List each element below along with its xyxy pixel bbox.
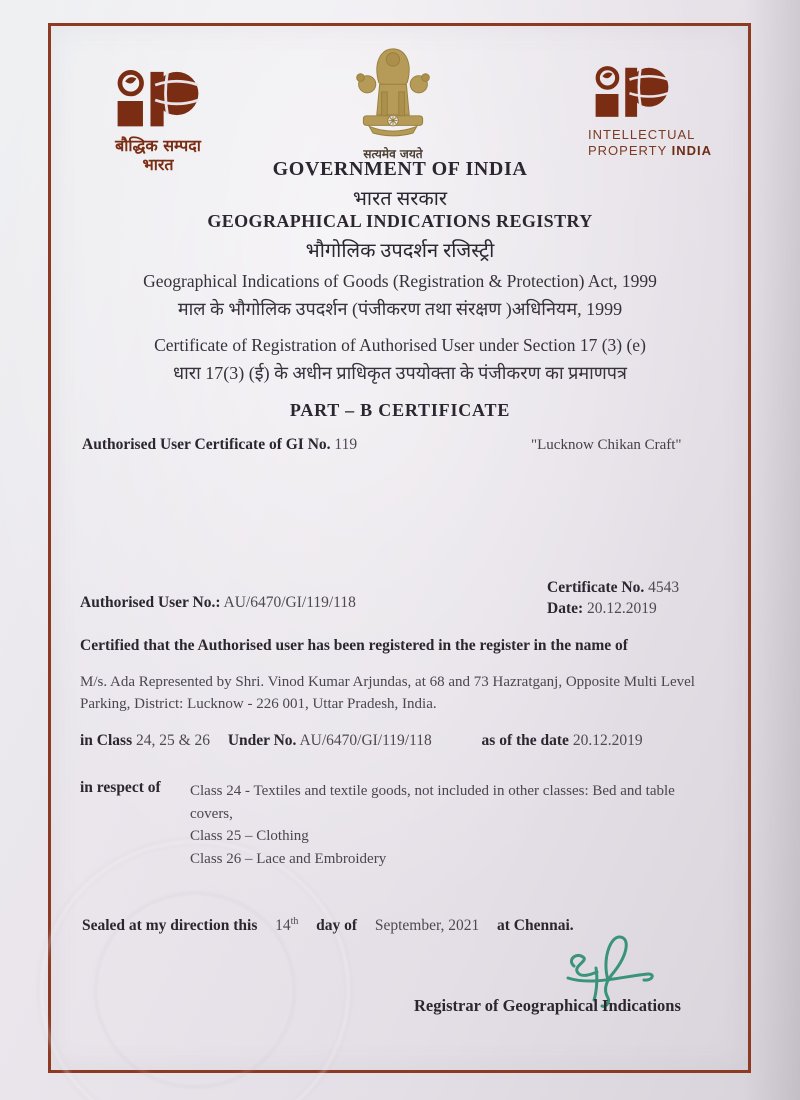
national-emblem — [348, 42, 438, 162]
certificate-date-row — [547, 598, 679, 619]
sealed-day-of-label: day of — [316, 917, 358, 935]
sealed-day: 14th — [275, 916, 299, 935]
class-25-line: Class 25 – Clothing — [190, 828, 309, 844]
section-line: Certificate of Registration of Authorised User under Section 17 (3) (e) — [154, 335, 646, 355]
holder-details: M/s. Ada Represented by Shri. Vinod Kumar Arjundas, at 68 and 73 Hazratganj, Opposite Multi Level Parking, District: Lucknow - 226 001, Uttar Pradesh, India. — [80, 674, 695, 712]
in-class-value: 24, 25 & 26 — [136, 732, 211, 749]
in-respect-of-classes — [190, 780, 710, 870]
act-title-hindi: माल के भौगोलिक उपदर्शन (पंजीकरण तथा संरक्षण )अधिनियम, 1999 — [177, 299, 623, 319]
ip-india-right-text-line2: PROPERTY INDIA — [588, 143, 713, 158]
certificate-number-row — [547, 577, 679, 598]
as-of-date-label: as of the date — [481, 732, 569, 749]
sealed-place: at Chennai. — [497, 917, 574, 935]
act-title: Geographical Indications of Goods (Registration & Protection) Act, 1999 — [143, 271, 657, 291]
certificate-number-block — [547, 577, 679, 619]
in-respect-of-label: in respect of — [80, 779, 161, 796]
ip-india-logo-icon — [108, 70, 208, 132]
class-24-line: Class 24 - Textiles and textile goods, not included in other classes: Bed and table covers, — [190, 783, 675, 822]
ip-india-left-text-line1: बौद्धिक सम्पदा — [115, 136, 201, 155]
authorised-user-number-value: AU/6470/GI/119/118 — [223, 594, 356, 611]
title-gi-registry: GEOGRAPHICAL INDICATIONS REGISTRY — [207, 211, 593, 231]
in-class-label: in Class — [80, 732, 133, 749]
certified-statement: Certified that the Authorised user has been registered in the register in the name of — [80, 637, 628, 654]
lion-capital-icon — [350, 42, 436, 138]
ip-india-logo-right — [588, 66, 728, 159]
sealed-prefix: Sealed at my direction this — [82, 917, 258, 935]
gi-number-value: 119 — [334, 436, 358, 453]
title-gi-registry-hindi: भौगोलिक उपदर्शन रजिस्ट्री — [305, 240, 495, 262]
certificate-number-label: Certificate No. — [547, 579, 645, 596]
sealed-statement — [82, 916, 574, 935]
ip-india-right-text-line1: INTELLECTUAL — [588, 127, 696, 142]
part-b-certificate-title: PART – B CERTIFICATE — [289, 400, 511, 420]
ip-india-left-text-line2: भारत — [142, 155, 174, 174]
authorised-user-number-label: Authorised User No.: — [80, 594, 221, 611]
ip-india-logo-icon — [588, 66, 676, 122]
emblem-motto: सत्यमेव जयते — [363, 147, 423, 161]
gi-name: "Lucknow Chikan Craft" — [531, 437, 682, 453]
gi-number-label: Authorised User Certificate of GI No. — [82, 436, 331, 453]
gi-number-row — [82, 436, 357, 454]
authorised-user-number-row — [80, 594, 356, 612]
title-government-of-india-hindi: भारत सरकार — [352, 188, 448, 210]
section-line-hindi: धारा 17(3) (ई) के अधीन प्राधिकृत उपयोक्ता के पंजीकरण का प्रमाणपत्र — [173, 363, 627, 383]
under-no-value: AU/6470/GI/119/118 — [299, 732, 432, 749]
class-26-line: Class 26 – Lace and Embroidery — [190, 850, 387, 867]
certificate-date-value: 20.12.2019 — [587, 600, 657, 617]
certificate-number-value: 4543 — [648, 579, 680, 596]
title-government-of-india: GOVERNMENT OF INDIA — [272, 158, 528, 180]
certificate-date-label: Date: — [547, 600, 584, 617]
registrar-title: Registrar of Geographical Indications — [414, 996, 681, 1015]
as-of-date-value: 20.12.2019 — [572, 732, 643, 749]
sealed-month: September, 2021 — [374, 917, 480, 935]
under-no-label: Under No. — [227, 732, 297, 749]
class-under-no-row — [80, 732, 643, 750]
